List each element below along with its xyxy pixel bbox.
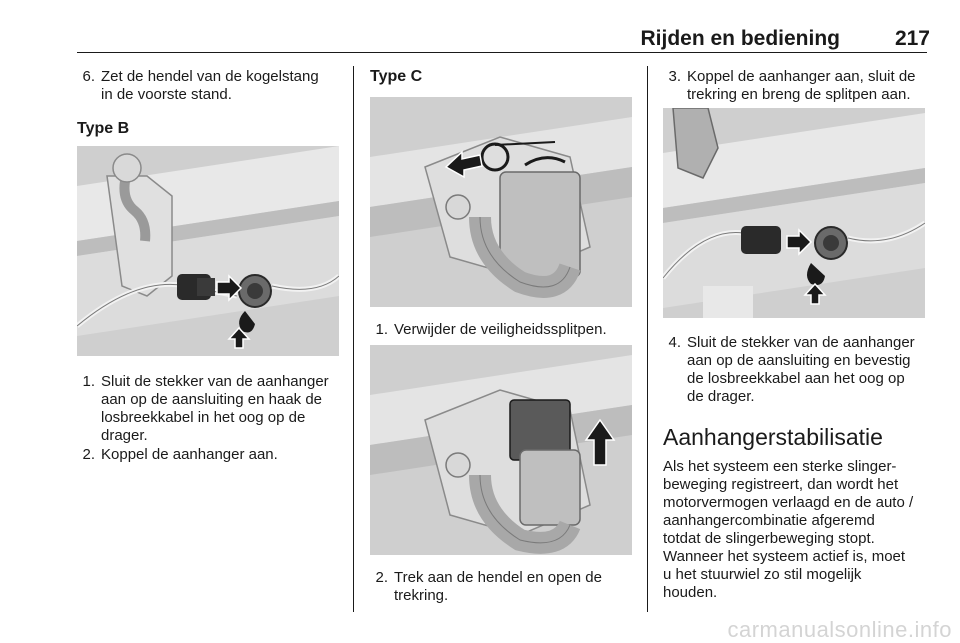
column-divider-1 [353, 66, 354, 612]
illustration-remove-safety-pin [370, 97, 632, 307]
step-text-line: Trek aan de hendel en open de [394, 569, 602, 586]
paragraph-line: beweging registreert, dan wordt het [663, 476, 899, 493]
subheading-type-b: Type B [77, 120, 130, 137]
stabilization-paragraph [663, 458, 953, 602]
step-number: 4. [668, 334, 681, 351]
paragraph-line: u het stuurwiel zo stil mogelijk [663, 566, 862, 583]
header-divider [77, 52, 927, 53]
paragraph-line: motorvermogen verlaagd en de auto / [663, 494, 914, 511]
step-text-line: losbreekkabel in het oog op de [101, 409, 306, 426]
step-text-line: trekring. [394, 587, 449, 604]
step-text-line: Sluit de stekker van de aanhanger [687, 334, 915, 351]
step-number: 1. [375, 321, 388, 338]
illustration-type-b-connector [77, 146, 339, 356]
page-number: 217 [894, 27, 930, 50]
page-header-title: Rijden en bediening [640, 27, 840, 50]
paragraph-line: totdat de slingerbeweging stopt. [663, 530, 875, 547]
column-divider-2 [647, 66, 648, 612]
paragraph-line: aanhangercombinatie afgeremd [663, 512, 875, 529]
watermark: carmanualsonline.info [727, 617, 952, 642]
step-text-line: Koppel de aanhanger aan. [101, 446, 278, 463]
step-text-line: drager. [101, 427, 148, 444]
step-number: 2. [82, 446, 95, 463]
step-text-line: de drager. [687, 388, 755, 405]
paragraph-line: houden. [663, 584, 718, 601]
step-number: 3. [668, 68, 681, 85]
paragraph-line: Als het systeem een sterke slinger- [663, 458, 897, 475]
step-number: 6. [82, 68, 95, 85]
step-text-line: aan op de aansluiting en haak de [101, 391, 323, 408]
step-text-line: trekring en breng de splitpen aan. [687, 86, 911, 103]
step-text-line: Zet de hendel van de kogelstang [101, 68, 319, 85]
paragraph-line: Wanneer het systeem actief is, moet [663, 548, 906, 565]
step-text-line: Verwijder de veiligheidssplitpen. [394, 321, 607, 338]
subheading-type-c: Type C [370, 68, 423, 85]
step-text-line: Sluit de stekker van de aanhanger [101, 373, 329, 390]
step-number: 1. [82, 373, 95, 390]
step-text-line: de losbreekkabel aan het oog op [687, 370, 905, 387]
step-number: 2. [375, 569, 388, 586]
section-title-trailer-stabilization: Aanhangerstabilisatie [663, 424, 883, 450]
illustration-pull-lever [370, 345, 632, 555]
step-text-line: aan op de aansluiting en bevestig [687, 352, 911, 369]
illustration-connect-plug [663, 108, 925, 318]
step-text-line: in de voorste stand. [101, 86, 232, 103]
step-text-line: Koppel de aanhanger aan, sluit de [687, 68, 916, 85]
